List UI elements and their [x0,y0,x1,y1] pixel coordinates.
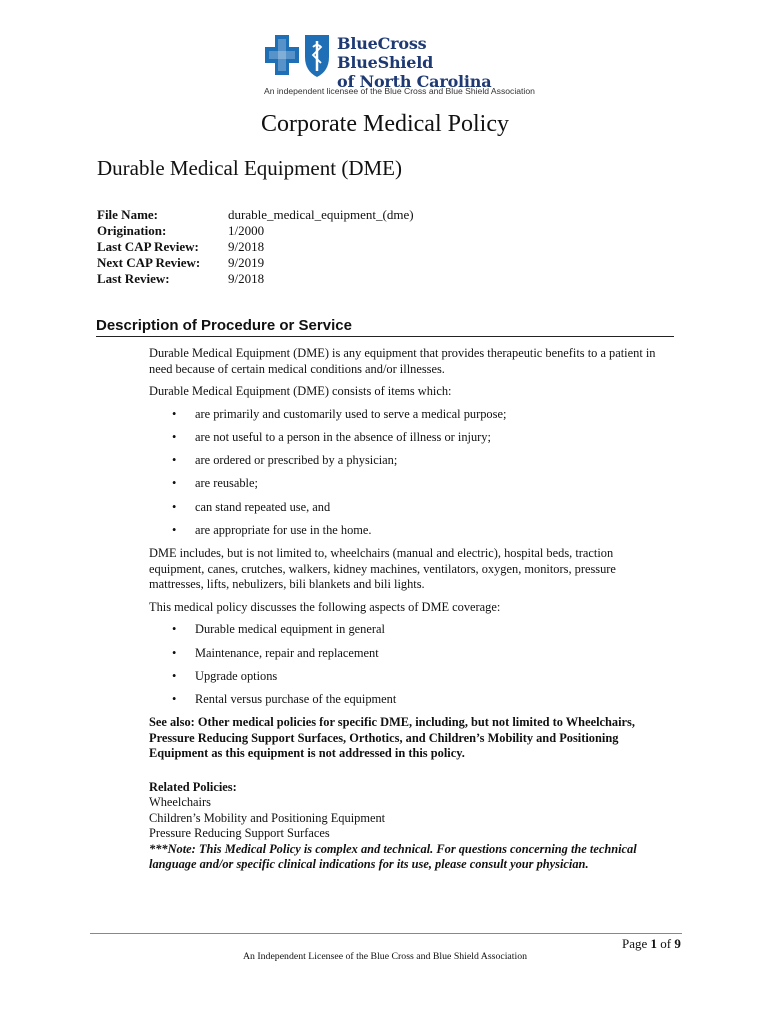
meta-label: Origination: [97,223,167,238]
related-policies [149,780,669,842]
footer-divider [90,933,682,934]
criteria-list [149,407,669,539]
policy-name: Durable Medical Equipment (DME) [97,156,402,180]
section-body [149,346,669,880]
related-item: Children’s Mobility and Positioning Equipment [149,810,386,825]
page-number [622,936,681,952]
list-item: • are appropriate for use in the home. [149,523,669,539]
meta-value: 9/2019 [228,255,265,270]
of-label: of [660,936,672,951]
cross-shield-icon [263,33,333,79]
list-item: • are not useful to a person in the absence of illness or injury; [149,430,669,446]
meta-row [97,223,414,239]
meta-row [97,207,414,223]
related-heading: Related Policies: [149,779,237,794]
section-heading: Description of Procedure or Service [96,317,674,337]
policy-metadata [97,207,414,287]
meta-value: 9/2018 [228,239,265,254]
list-item: • are ordered or prescribed by a physician; [149,453,669,469]
licensee-statement: An independent licensee of the Blue Cross and Blue Shield Association [264,86,535,96]
related-item: Pressure Reducing Support Surfaces [149,826,330,841]
meta-label: File Name: [97,207,159,222]
list-item: • Maintenance, repair and replacement [149,646,669,662]
logo-line2: of North Carolina [337,72,492,91]
list-item: • can stand repeated use, and [149,500,669,516]
meta-row [97,255,414,271]
paragraph: Durable Medical Equipment (DME) consists of items which: [149,384,452,398]
list-item: • Upgrade options [149,669,669,685]
meta-label: Last CAP Review: [97,239,199,254]
meta-label: Last Review: [97,271,170,286]
meta-row [97,271,414,287]
bcbs-logo [263,33,523,91]
paragraph: Durable Medical Equipment (DME) is any equipment that provides therapeutic benefits to a patient in need because of certain medical conditions and/or illnesses. [149,346,656,376]
coverage-aspects-list [149,622,669,707]
meta-label: Next CAP Review: [97,255,201,270]
list-item: • Rental versus purchase of the equipment [149,692,669,708]
page-title: Corporate Medical Policy [261,111,509,137]
see-also-note: See also: Other medical policies for specific DME, including, but not limited to Wheelchairs, Pressure Reducing Support Surfaces, Orthotics, and Children’s Mobility and Positioning Equipment as this equipment is not addressed in this policy. [149,715,635,761]
meta-row [97,239,414,255]
related-item: Wheelchairs [149,795,211,810]
meta-value: 9/2018 [228,271,265,286]
list-item: • are primarily and customarily used to serve a medical purpose; [149,407,669,423]
list-item: • Durable medical equipment in general [149,622,669,638]
logo-line1: BlueCross BlueShield [337,34,434,72]
total-pages: 9 [674,936,681,951]
meta-value: 1/2000 [228,223,265,238]
current-page: 1 [650,936,658,951]
meta-value: durable_medical_equipment_(dme) [228,207,414,222]
page-label: Page [622,936,648,951]
list-item: • are reusable; [149,476,669,492]
paragraph: DME includes, but is not limited to, wheelchairs (manual and electric), hospital beds, traction equipment, canes, crutches, walkers, kidney machines, ventilators, oxygen, monitors, pressure mattresses, lifts, nebulizers, bili blankets and bili lights. [149,546,616,592]
paragraph: This medical policy discusses the following aspects of DME coverage: [149,599,501,614]
footer-licensee: An Independent Licensee of the Blue Cross and Blue Shield Association [242,951,528,962]
technical-note: ***Note: This Medical Policy is complex and technical. For questions concerning the technical language and/or specific clinical indications for its use, please consult your physician. [149,841,637,872]
